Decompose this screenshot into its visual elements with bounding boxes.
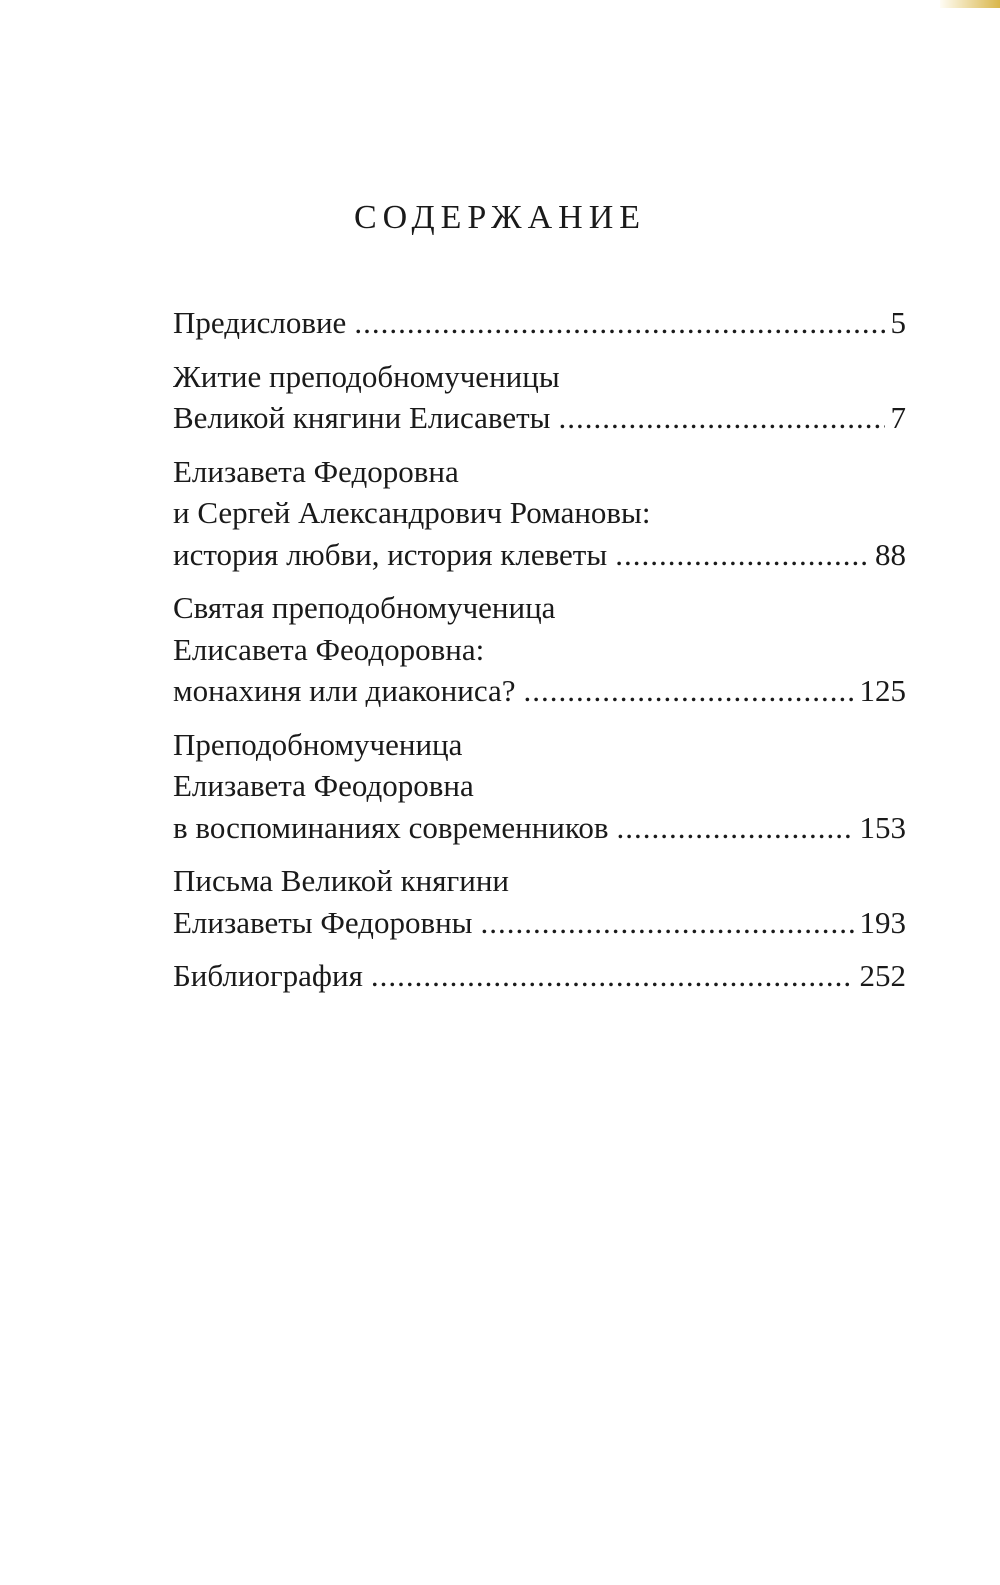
toc-entry-life[interactable] — [173, 356, 906, 439]
toc-page-number: 88 — [875, 536, 906, 572]
dot-leader — [617, 807, 854, 849]
toc-entry-line: и Сергей Александрович Романовы: — [173, 495, 651, 530]
toc-page-number: 125 — [859, 673, 906, 708]
toc-entry-line: Святая преподобномученица — [173, 590, 556, 625]
toc-entry-preface[interactable] — [173, 302, 906, 344]
toc-entry-line: Преподобномученица — [173, 726, 463, 762]
dot-leader — [371, 955, 854, 997]
toc-entry-line: Елисавета Феодоровна: — [173, 631, 485, 667]
table-of-contents — [173, 302, 906, 1009]
toc-entry-nun-or-deaconess[interactable] — [173, 587, 906, 712]
toc-entry-last-line — [173, 670, 906, 712]
toc-entry-line: Елизавета Федоровна — [173, 453, 459, 489]
toc-entry-last-line — [173, 397, 906, 439]
toc-entry-love-story[interactable] — [173, 451, 906, 576]
dot-leader — [524, 670, 854, 712]
page-title: СОДЕРЖАНИЕ — [353, 199, 647, 236]
dot-leader — [354, 302, 884, 344]
toc-page-number: 193 — [859, 904, 906, 940]
toc-entry-last-line — [173, 302, 906, 344]
toc-entry-line: Житие преподобномученицы — [173, 358, 560, 394]
toc-entry-letters[interactable] — [173, 860, 906, 943]
toc-page-number: 5 — [890, 305, 906, 340]
toc-entry-line: Елизавета Феодоровна — [173, 768, 474, 803]
toc-entry-title: Библиография — [173, 958, 363, 993]
toc-entry-title: в воспоминаниях современников — [173, 809, 609, 845]
toc-entry-title: история любви, история клеветы — [173, 536, 608, 572]
toc-entry-last-line — [173, 534, 906, 576]
toc-entry-last-line — [173, 807, 906, 849]
toc-page-number: 7 — [890, 400, 906, 435]
toc-entry-title: Великой княгини Елисаветы — [173, 400, 551, 435]
toc-page-number: 153 — [859, 809, 906, 845]
toc-entry-title: Елизаветы Федоровны — [173, 904, 473, 940]
toc-entry-title: монахиня или диакониса? — [173, 673, 516, 708]
toc-entry-line: Письма Великой княгини — [173, 863, 510, 898]
toc-entry-bibliography[interactable] — [173, 955, 906, 997]
page-edge-decoration — [940, 0, 1000, 8]
toc-entry-last-line — [173, 902, 906, 944]
dot-leader — [615, 534, 869, 576]
dot-leader — [481, 902, 854, 944]
toc-page-number: 252 — [859, 958, 906, 993]
toc-entry-title: Предисловие — [173, 305, 347, 340]
toc-entry-memoirs[interactable] — [173, 724, 906, 849]
dot-leader — [558, 397, 884, 439]
toc-entry-last-line — [173, 955, 906, 997]
